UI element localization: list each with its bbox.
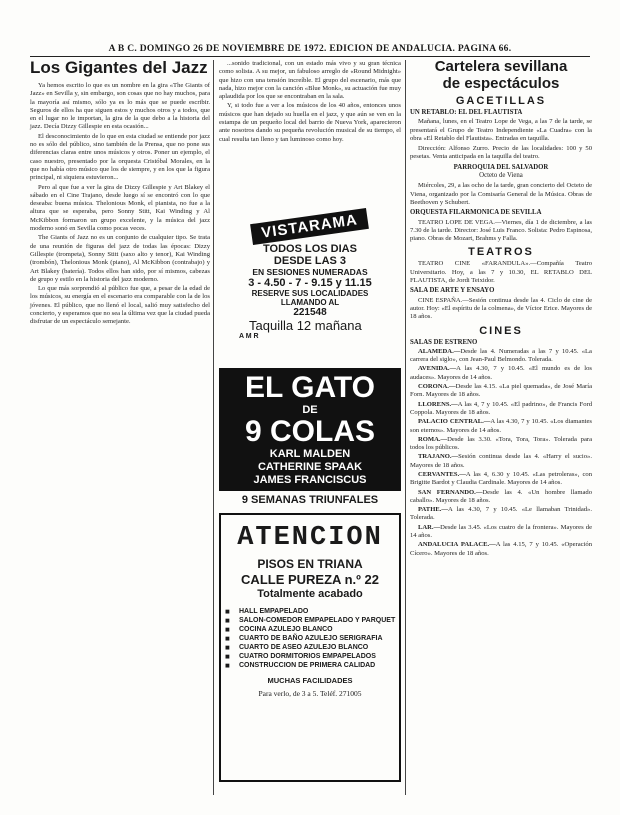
schedule-line: EN SESIONES NUMERADAS <box>252 267 368 277</box>
cinema-name: PALACIO CENTRAL.— <box>418 418 491 426</box>
movie-title-part: 9 COLAS <box>244 415 376 448</box>
schedule-line: DESDE LAS 3 <box>273 255 347 267</box>
cinema-entry <box>410 471 592 488</box>
article-body <box>30 82 210 327</box>
reserve-text: RESERVE SUS LOCALIDADES <box>251 289 369 298</box>
paragraph: TEATRO CINE «FARANDULA».—Compañía Teatro Universitario. Hoy, a las 7 y 10.30, EL RETABLO DEL FLAUTISTA, de Jordi Teixidor. <box>410 260 592 285</box>
cast-member: JAMES FRANCISCUS <box>253 474 367 486</box>
atencion-title: ATENCION <box>237 523 383 553</box>
gato-ad <box>219 368 401 506</box>
cinema-entry <box>410 489 592 506</box>
subheading: PARROQUIA DEL SALVADOR <box>453 163 549 171</box>
cartelera-column <box>410 58 592 559</box>
paragraph: TEATRO LOPE DE VEGA.—Viernes, día 1 de diciembre, a las 7.30 de la tarde. Director: José Luis Franco. Solista: Pedro Espinosa, piano. Obras de Mozart, Brahms y Falla. <box>410 218 592 243</box>
cinema-entry <box>410 348 592 365</box>
article-paragraph: ...sonido tradicional, con un estado más vivo y su gran técnica como solista. A su mejor, un fabuloso arreglo de «Round Midnight» que hizo con una tensión increíble. El grupo del escenario, más que nada, hizo mejor con la canción «Blue Monk», su actuación fue muy aplaudida por los que se encontraban en la sala. <box>219 60 401 101</box>
session-times: 3 - 4.50 - 7 - 9.15 y 11.15 <box>248 277 372 289</box>
feature-item: ■ HALL EMPAPELADO <box>221 607 399 616</box>
article-paragraph: Y, si todo fue a ver a los músicos de los 40 años, entonces unos músicos que han dejado su huella en el jazz, y que aún se ven en la estampa de un pequeño local del barrio de Nueva York, aparecieron ante nosotros dando su pequeña revolución musical de su tiempo, el cual resulta tan lleno y tan luminoso como hoy. <box>219 102 401 143</box>
section-heading: CINES <box>479 324 523 337</box>
article-paragraph: El desconocimiento de lo que en esta ciudad se entiende por jazz no es sólo del público, sino también de la Prensa, que no pone sus diferencias claras entre unos músicos y otros. Poner un ejemplo, el caso nuestro, presentado por la orquesta Cristóbal Morales, en la que no había otro músico que los de siempre, y en los que la figura principal, ni siquiera estuvieron... <box>30 132 210 182</box>
vistarama-logo: VISTARAMA <box>251 208 370 245</box>
contact-line: Para verlo, de 3 a 5. Teléf. 271005 <box>258 689 362 698</box>
cinema-name: CERVANTES.— <box>418 470 466 478</box>
vistarama-ad <box>219 210 401 341</box>
flat-status: Totalmente acabado <box>257 588 363 600</box>
cinema-details: A las 4.15, 7 y 10.45. «Operación Cícero». Mayores de 18 años. <box>410 541 592 557</box>
column-divider-left <box>213 60 214 795</box>
feature-item: ■ CUARTO DE ASEO AZULEJO BLANCO <box>221 643 399 652</box>
paragraph: CINE ESPAÑA.—Sesión continua desde las 4. Ciclo de cine de autor. Hoy: «El espíritu de la colmena», de Víctor Erice. Mayores de 18 años. <box>410 296 592 321</box>
movie-title-part: EL GATO <box>244 371 376 404</box>
article-paragraph: Pero al que fue a ver la gira de Dizzy Gillespie y Art Blakey el sábado en el Cine Trajano, desde luego sí se encontró con lo que deseaba: buena música. Thelonious Monk, el pianista, no fue a la altura que se esperaba, pero Sonny Stitt, Kai Winding y Al McKibbon formaron un grupo excelente, y la música del jazz moderno sonó en Sevilla como pocas veces. <box>30 183 210 233</box>
middle-article-continuation <box>219 60 401 145</box>
subheading: UN RETABLO: EL DEL FLAUTISTA <box>410 109 523 116</box>
cinema-details: Desde las 4. Numeradas a las 7 y 10.45. «La carrera del siglo», con Jean-Paul Belmondo. Tolerada. <box>410 347 592 364</box>
cinema-name: ROMA.— <box>418 435 448 443</box>
cinema-entry <box>410 541 592 558</box>
cinema-entry <box>410 401 592 418</box>
cinema-details: Desde las 4. «Un hombre llamado caballo». Mayores de 18 años. <box>410 488 592 504</box>
cinema-name: CORONA.— <box>418 383 456 391</box>
flat-address: CALLE PUREZA n.º 22 <box>241 572 379 587</box>
rating-label: A M R <box>239 333 259 340</box>
subheading: SALAS DE ESTRENO <box>410 338 478 346</box>
feature-item: ■ SALON-COMEDOR EMPAPELADO Y PARQUET <box>221 616 399 625</box>
paragraph: Mañana, lunes, en el Teatro Lope de Vega, a las 7 de la tarde, se presentará el Grupo de Teatro Independiente «La Cuadra» con la obra «El Retablo del Flautista». Entradas en taquilla. <box>410 118 592 142</box>
cinema-name: ANDALUCIA PALACE.— <box>418 541 496 549</box>
cinema-entry <box>410 365 592 382</box>
cartelera-title: Cartelera sevillana <box>434 58 568 75</box>
subheading-secondary: Octeto de Viena <box>479 172 523 180</box>
cinema-name: AVENIDA.— <box>418 365 457 373</box>
article-paragraph: The Giants of Jazz no es un conjunto de cualquier tipo. Se trata de una reunión de figuras del jazz de todas las épocas: Dizzy Gillespie (trompeta), Sonny Stitt (saxo alto y tenor), Kai Winding (trombón), Thelonious Monk (piano), Al McKibbon (contrabajo) y Art Blakey (batería). Todos ellos han sido, por sí mismos, cabezas de grupo y estilo en la historia del jazz moderno. <box>30 234 210 283</box>
cinema-entry <box>410 524 592 541</box>
atencion-ad <box>219 513 401 782</box>
facilities-label: MUCHAS FACILIDADES <box>267 676 353 685</box>
cinema-name: TRAJANO.— <box>418 453 459 461</box>
cinema-details: A las 4.30, 7 y 10.45. «Le llamaban Trinidad». Tolerada. <box>410 506 592 522</box>
movie-title-line <box>219 372 401 404</box>
subheading: SALA DE ARTE Y ENSAYO <box>410 287 495 295</box>
box-office-hours: Taquilla 12 mañana <box>249 318 362 333</box>
flat-location: PISOS EN TRIANA <box>257 557 363 571</box>
paragraph: Dirección: Alfonso Zurro. Precio de las localidades: 100 y 50 pesetas. Venta anticipada en la taquilla del teatro. <box>410 145 592 161</box>
feature-item: ■ COCINA AZULEJO BLANCO <box>221 625 399 634</box>
cinema-entry <box>410 383 592 400</box>
cinema-name: LAR.— <box>418 523 441 531</box>
header-rule <box>30 56 590 57</box>
cinema-name: SAN FERNANDO.— <box>418 488 483 496</box>
cinema-name: PATHE.— <box>418 506 448 514</box>
phone-number: 221548 <box>293 307 327 318</box>
column-divider-right <box>405 60 406 795</box>
paragraph: Miércoles, 29, a las ocho de la tarde, gran concierto del Octeto de Viena, organizado por la Comisaría General de la Música. Obras de Beethoven y Schubert. <box>410 182 592 206</box>
cinema-entry <box>410 436 592 453</box>
cast-member: KARL MALDEN <box>269 448 351 460</box>
article-paragraph: Lo que más sorprendió al público fue que, a pesar de la edad de los músicos, su energía en el escenario era comparable con la de los jóvenes. El público, que no llenó el local, salió muy satisfecho del concierto, y esperamos que no sea la última vez que la ciudad pueda disfrutar de un espectáculo semejante. <box>30 285 210 326</box>
cinema-details: A las 4.30, 7 y 10.45. «Los diamantes son eternos». Mayores de 14 años. <box>410 418 592 434</box>
cinema-entry <box>410 453 592 470</box>
section-heading: TEATROS <box>468 246 534 259</box>
cinema-name: LLORENS.— <box>418 400 458 408</box>
schedule-line: TODOS LOS DIAS <box>263 243 357 255</box>
cinema-entry <box>410 506 592 523</box>
cinema-details: Sesión continua desde las 4. «Harry el sucio». Mayores de 18 años. <box>410 453 592 469</box>
cinema-details: Desde las 3.45. «Los cuatro de la frontera». Mayores de 14 años. <box>410 523 592 540</box>
cartelera-subtitle: de espectáculos <box>442 75 560 92</box>
cinema-entry <box>410 418 592 435</box>
feature-item: ■ CUARTO DE BAÑO AZULEJO SERIGRAFIA <box>221 634 399 643</box>
cinema-details: A las 4, 7 y 10.45. «El padrino», de Francis Ford Coppola. Mayores de 18 años. <box>410 400 592 416</box>
cinema-name: ALAMEDA.— <box>418 347 461 355</box>
movie-title-de: DE <box>302 404 318 416</box>
feature-item: ■ CUATRO DORMITORIOS EMPAPELADOS <box>221 652 399 661</box>
reserve-text: LLAMANDO AL <box>280 298 340 307</box>
article-paragraph: Ya hemos escrito lo que es un nombre en la gira «The Giants of Jazz» en Sevilla y, sin embargo, son cosas que no hay muchos, para la mayoría así mismo, sólo ya es lo más que se puede escribir. Seguros de ellos ha que siguen estos y muchos otros y a todos, que en el lugar no le importan, la gira de la que debo a la historia del jazz. Decía Dizzy Gillespie en esta ocasión... <box>30 82 210 131</box>
feature-list <box>221 607 399 670</box>
article-title: Los Gigantes del Jazz <box>30 58 208 77</box>
section-heading: GACETILLAS <box>455 95 547 107</box>
cast-member: CATHERINE SPAAK <box>257 461 363 473</box>
cinema-details: Desde las 3.30. «Tora, Tora, Tora». Tolerada para todos los públicos. <box>410 435 592 452</box>
cinema-details: A las 4.30, 7 y 10.45. «El mundo es de los audaces». Mayores de 14 años. <box>410 365 592 381</box>
left-article <box>30 58 210 328</box>
subheading: ORQUESTA FILARMONICA DE SEVILLA <box>410 209 542 217</box>
weeks-label: 9 SEMANAS TRIUNFALES <box>241 494 379 506</box>
cinema-details: A las 4, 6.30 y 10.45. «Las petroleras», con Brigitte Bardot y Claudia Cardinale. Mayores de 14 años. <box>410 470 592 487</box>
cinema-details: Desde las 4.15. «La piel quemada», de José María Forn. Mayores de 18 años. <box>410 383 592 399</box>
page-header: A B C. DOMINGO 26 DE NOVIEMBRE DE 1972. EDICION DE ANDALUCIA. PAGINA 66. <box>108 44 512 54</box>
feature-item: ■ CONSTRUCCION DE PRIMERA CALIDAD <box>221 661 399 670</box>
